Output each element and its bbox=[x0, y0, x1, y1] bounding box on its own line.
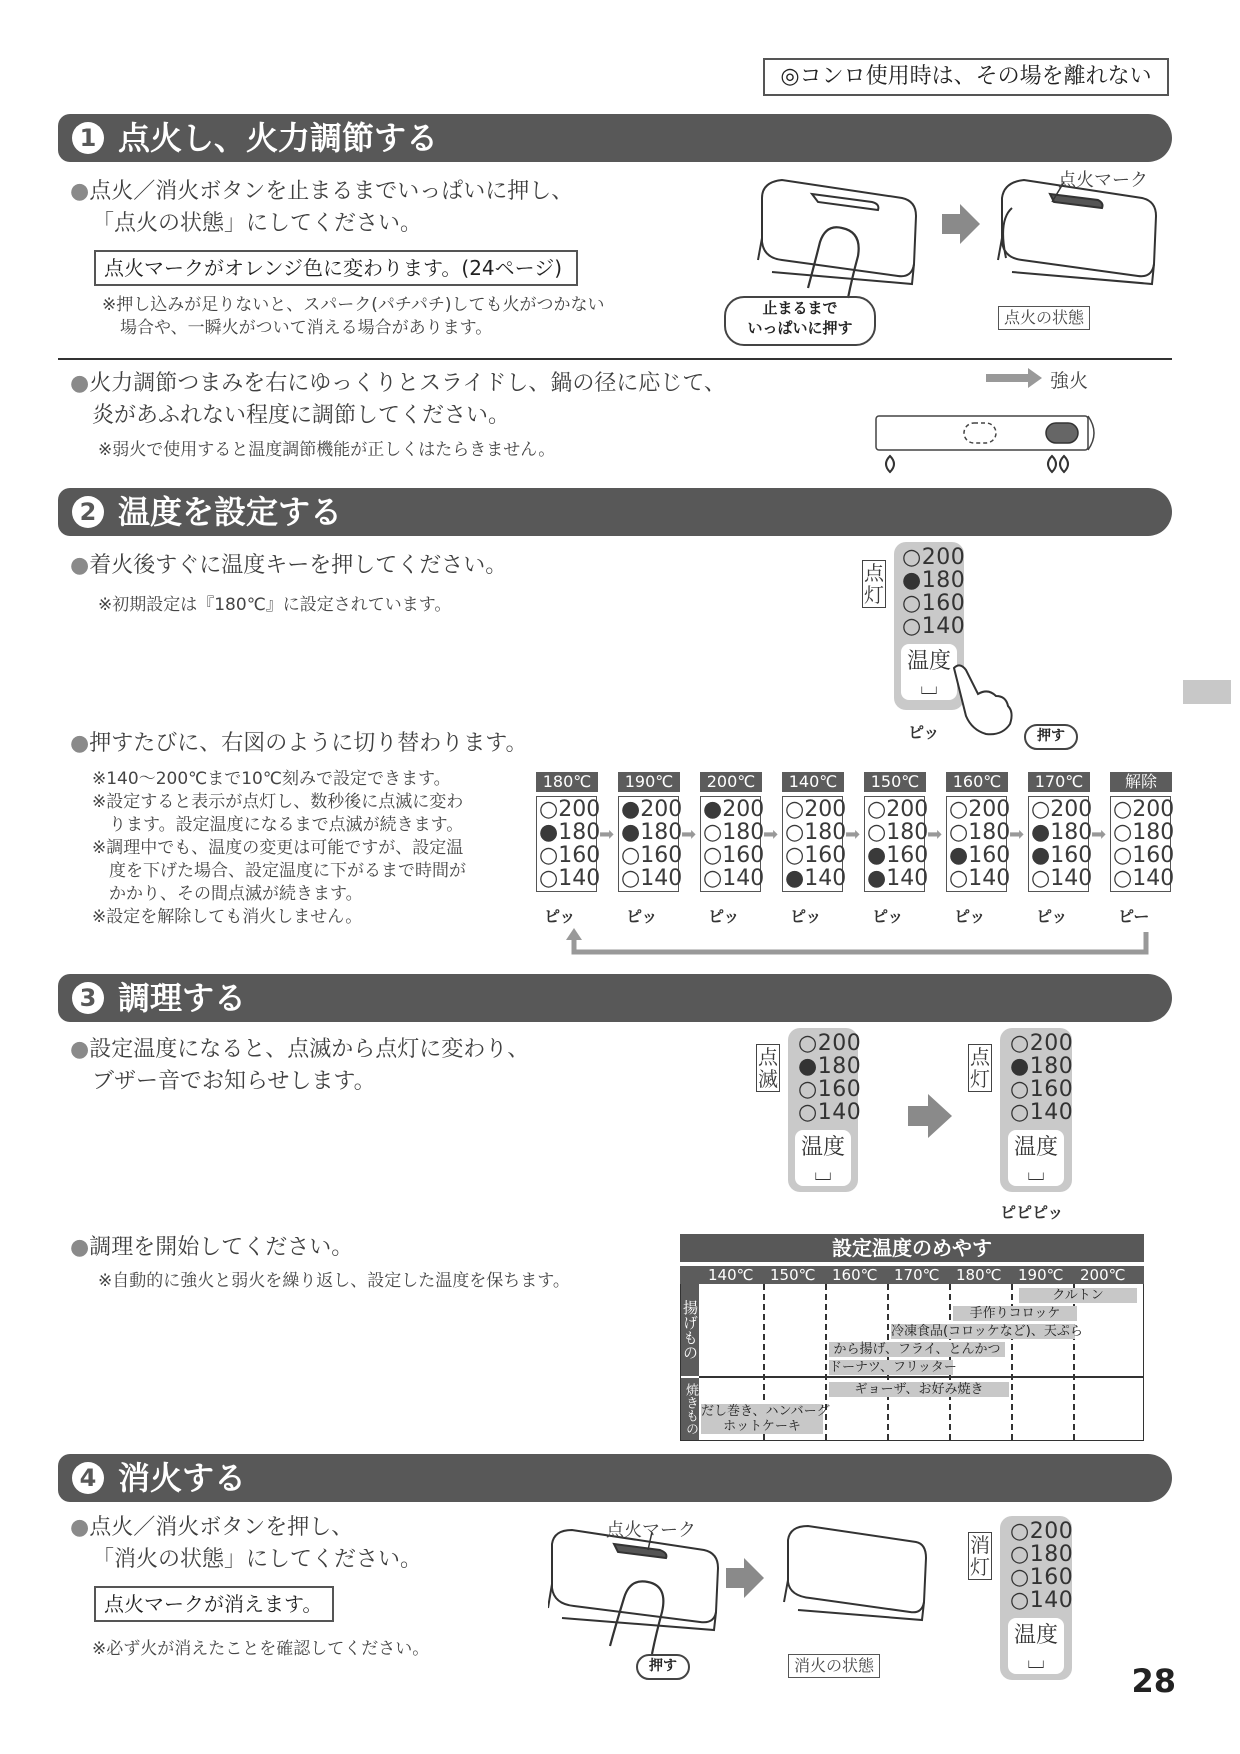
s4-note: ※必ず火が消えたことを確認してください。 bbox=[92, 1639, 430, 1659]
guide-item: ホットケーキ bbox=[701, 1419, 823, 1434]
temp-row: ○180 bbox=[867, 820, 929, 845]
sequence-step-header: 150℃ bbox=[864, 772, 926, 792]
sequence-step-header: 170℃ bbox=[1028, 772, 1090, 792]
s2-instruction: ●着火後すぐに温度キーを押してください。 bbox=[70, 553, 508, 578]
temp-list: ○200 ●180 ○160 ○140 bbox=[902, 545, 966, 639]
guide-item: 冷凍食品(コロッケなど)、天ぷら bbox=[891, 1324, 1083, 1339]
grilled-group-label: 焼きもの bbox=[681, 1378, 699, 1440]
section-3-header bbox=[58, 974, 1172, 1022]
safety-notice: ◎コンロ使用時は、その場を離れない bbox=[763, 58, 1169, 96]
s2-note: ※初期設定は『180℃』に設定されています。 bbox=[98, 595, 452, 615]
blink-label: 点 滅 bbox=[758, 1045, 778, 1091]
temp-row: ●160 bbox=[949, 843, 1011, 868]
guide-item: ギョーザ、お好み焼き bbox=[829, 1382, 1009, 1397]
ignition-mark-label: 点火マーク bbox=[1058, 170, 1148, 191]
guide-item: だし巻き、ハンバーグ bbox=[701, 1404, 830, 1419]
temp-row: ○160 bbox=[539, 843, 601, 868]
sequence-step-display bbox=[946, 796, 1011, 892]
push-label: 押す bbox=[636, 1654, 690, 1680]
beep-label: ピッ bbox=[544, 907, 576, 926]
temp-row: ○200 bbox=[949, 797, 1011, 822]
sequence-step-display bbox=[700, 796, 765, 892]
arrow-right-icon bbox=[986, 368, 1042, 388]
arrow-right-icon bbox=[726, 1558, 764, 1598]
temp-row: ●160 bbox=[867, 843, 929, 868]
section-number: 1 bbox=[72, 122, 104, 154]
temp-row: ○180 bbox=[1113, 820, 1175, 845]
beep-label: ピー bbox=[1118, 907, 1150, 926]
lit-label: 点 灯 bbox=[970, 1045, 990, 1091]
divider bbox=[58, 358, 1172, 360]
s1-result-box: 点火マークがオレンジ色に変わります。(24ページ) bbox=[94, 250, 578, 286]
sequence-step-display bbox=[1110, 796, 1175, 892]
large-flame-icon bbox=[1048, 456, 1068, 472]
guide-body bbox=[680, 1284, 1144, 1441]
fried-group-label: 揚げもの bbox=[681, 1284, 699, 1376]
temp-row: ○140 bbox=[1031, 866, 1093, 891]
temperature-panel-off bbox=[1000, 1516, 1072, 1680]
s2-cycle-instruction: ●押すたびに、右図のように切り替わります。 bbox=[70, 731, 528, 756]
beep-label: ピッ bbox=[1036, 907, 1068, 926]
guide-item: 手作りコロッケ bbox=[953, 1306, 1077, 1321]
temp-row: ●140 bbox=[785, 866, 847, 891]
s1-note: ※押し込みが足りないと、スパーク(パチパチ)しても火がつかない 場合や、一瞬火がついて消える場合があります。 bbox=[102, 295, 605, 338]
temp-row: ○160 bbox=[785, 843, 847, 868]
s3-start-instruction: ●調理を開始してください。 bbox=[70, 1235, 354, 1260]
s3-instruction: ●設定温度になると、点滅から点灯に変わり、 ブザー音でお知らせします。 bbox=[70, 1037, 530, 1094]
beep-label: ピッ bbox=[954, 907, 986, 926]
guide-title: 設定温度のめやす bbox=[680, 1234, 1144, 1262]
arrow-right-icon bbox=[942, 204, 980, 244]
section-2-header bbox=[58, 488, 1172, 536]
beep-label: ピッ bbox=[872, 907, 904, 926]
small-flame-icon bbox=[886, 456, 894, 472]
beep-label: ピピピッ bbox=[1000, 1203, 1064, 1222]
sequence-step-display bbox=[1028, 796, 1093, 892]
temp-list: ○200 ●180 ○160 ○140 bbox=[1010, 1031, 1074, 1125]
temp-row: ●180 bbox=[621, 820, 683, 845]
sequence-step-header: 140℃ bbox=[782, 772, 844, 792]
sequence-step-header: 190℃ bbox=[618, 772, 680, 792]
arrow-right-icon bbox=[906, 1092, 956, 1142]
arrow-right-icon: ➡ bbox=[1009, 824, 1025, 845]
s3-note: ※自動的に強火と弱火を繰り返し、設定した温度を保ちます。 bbox=[98, 1271, 570, 1291]
temperature-key[interactable]: 温度 ⌴ bbox=[1008, 1618, 1064, 1674]
temp-row: ○200 bbox=[867, 797, 929, 822]
guide-item: ドーナツ、フリッター bbox=[829, 1360, 957, 1375]
sequence-step-display bbox=[864, 796, 929, 892]
section-number: 2 bbox=[72, 496, 104, 528]
section-title: 温度を設定する bbox=[118, 493, 343, 531]
temp-row: ○140 bbox=[703, 866, 765, 891]
temperature-key[interactable]: 温度 ⌴ bbox=[1008, 1130, 1064, 1186]
guide-header: 140℃ 150℃ 160℃ 170℃ 180℃ 190℃ 200℃ bbox=[680, 1266, 1144, 1284]
push-label: 押す bbox=[1024, 724, 1078, 750]
beep-label: ピッ bbox=[626, 907, 658, 926]
beep-label: ピッ bbox=[908, 723, 940, 742]
s1-heat-instruction: ●火力調節つまみを右にゆっくりとスライドし、鍋の径に応じて、 炎があふれない程度に調節してください。 bbox=[70, 371, 726, 428]
sequence-step-header: 200℃ bbox=[700, 772, 762, 792]
temp-row: ○160 bbox=[703, 843, 765, 868]
guide-item: クルトン bbox=[1019, 1288, 1137, 1303]
off-label: 消 灯 bbox=[970, 1533, 990, 1579]
temp-row: ●180 bbox=[1031, 820, 1093, 845]
ignited-state-label: 点火の状態 bbox=[998, 306, 1090, 330]
temperature-panel-blinking bbox=[788, 1028, 862, 1192]
arrow-right-icon: ➡ bbox=[763, 824, 779, 845]
section-title: 調理する bbox=[118, 979, 247, 1017]
s2-notes: ※140〜200℃まで10℃刻みで設定できます。 ※設定すると表示が点灯し、数秒後に点滅に変わ ります。設定温度になるまで点滅が続きます。 ※調理中でも、温度の変更は可能ですが、設定温 度を下げた場合、設定温度に下がるまで時間が かかり、その間点滅が続きます。 ※設定を解除しても消火しません。 bbox=[92, 769, 466, 927]
section-number: 3 bbox=[72, 982, 104, 1014]
s4-result-box: 点火マークが消えます。 bbox=[94, 1586, 334, 1622]
sequence-step-header: 180℃ bbox=[536, 772, 598, 792]
temp-row: ○160 bbox=[1113, 843, 1175, 868]
sequence-step-display bbox=[536, 796, 601, 892]
ignition-mark-label: 点火マーク bbox=[606, 1520, 696, 1541]
arrow-right-icon: ➡ bbox=[681, 824, 697, 845]
lit-label: 点 灯 bbox=[864, 561, 884, 607]
temp-list: ○200 ○180 ○160 ○140 bbox=[1010, 1519, 1074, 1613]
guide-item: から揚げ、フライ、とんかつ bbox=[829, 1342, 1005, 1357]
temp-row: ○180 bbox=[949, 820, 1011, 845]
sequence-step-display bbox=[782, 796, 847, 892]
extinguished-state-label: 消火の状態 bbox=[788, 1654, 880, 1678]
section-number: 4 bbox=[72, 1462, 104, 1494]
arrow-right-icon: ➡ bbox=[927, 824, 943, 845]
temperature-guide-table bbox=[680, 1234, 1144, 1442]
beep-label: ピッ bbox=[790, 907, 822, 926]
temp-row: ●200 bbox=[621, 797, 683, 822]
page-number: 28 bbox=[1131, 1662, 1176, 1700]
section-title: 点火し、火力調節する bbox=[118, 119, 439, 157]
strong-heat-label: 強火 bbox=[1050, 370, 1089, 392]
section-1-header bbox=[58, 114, 1172, 162]
temperature-key[interactable]: 温度 ⌴ bbox=[901, 644, 957, 700]
temp-row: ○180 bbox=[703, 820, 765, 845]
beep-label: ピッ bbox=[708, 907, 740, 926]
temp-row: ○200 bbox=[1113, 797, 1175, 822]
temp-row: ○140 bbox=[949, 866, 1011, 891]
temp-row: ○180 bbox=[785, 820, 847, 845]
temp-list: ○200 ●180 ○160 ○140 bbox=[798, 1031, 862, 1125]
temp-row: ○140 bbox=[1113, 866, 1175, 891]
hand-press-icon bbox=[948, 660, 1018, 740]
section-4-header bbox=[58, 1454, 1172, 1502]
s1-heat-note: ※弱火で使用すると温度調節機能が正しくはたらきません。 bbox=[98, 440, 556, 460]
arrow-right-icon: ➡ bbox=[599, 824, 615, 845]
sequence-step-header: 解除 bbox=[1110, 772, 1172, 792]
temp-row: ○140 bbox=[539, 866, 601, 891]
temp-row: ○140 bbox=[621, 866, 683, 891]
temp-row: ●140 bbox=[867, 866, 929, 891]
temp-row: ●200 bbox=[703, 797, 765, 822]
extinguish-illustration bbox=[548, 1520, 928, 1670]
temperature-panel-lit bbox=[1000, 1028, 1072, 1192]
temperature-key[interactable]: 温度 ⌴ bbox=[795, 1130, 851, 1186]
arrow-right-icon: ➡ bbox=[845, 824, 861, 845]
return-arrow bbox=[560, 928, 1160, 958]
push-until-stop-label: 止まるまで いっぱいに押す bbox=[724, 296, 876, 346]
arrow-right-icon: ➡ bbox=[1091, 824, 1107, 845]
side-tab bbox=[1183, 680, 1231, 704]
temp-row: ○200 bbox=[1031, 797, 1093, 822]
sequence-step-display bbox=[618, 796, 683, 892]
sequence-step-header: 160℃ bbox=[946, 772, 1008, 792]
temp-row: ○200 bbox=[539, 797, 601, 822]
temp-row: ●180 bbox=[539, 820, 601, 845]
section-title: 消火する bbox=[118, 1459, 247, 1497]
temp-row: ○200 bbox=[785, 797, 847, 822]
s4-instruction: ●点火／消火ボタンを押し、 「消火の状態」にしてください。 bbox=[70, 1515, 423, 1572]
temp-row: ●160 bbox=[1031, 843, 1093, 868]
temp-row: ○160 bbox=[621, 843, 683, 868]
s1-instruction: ●点火／消火ボタンを止まるまでいっぱいに押し、 「点火の状態」にしてください。 bbox=[70, 179, 574, 236]
